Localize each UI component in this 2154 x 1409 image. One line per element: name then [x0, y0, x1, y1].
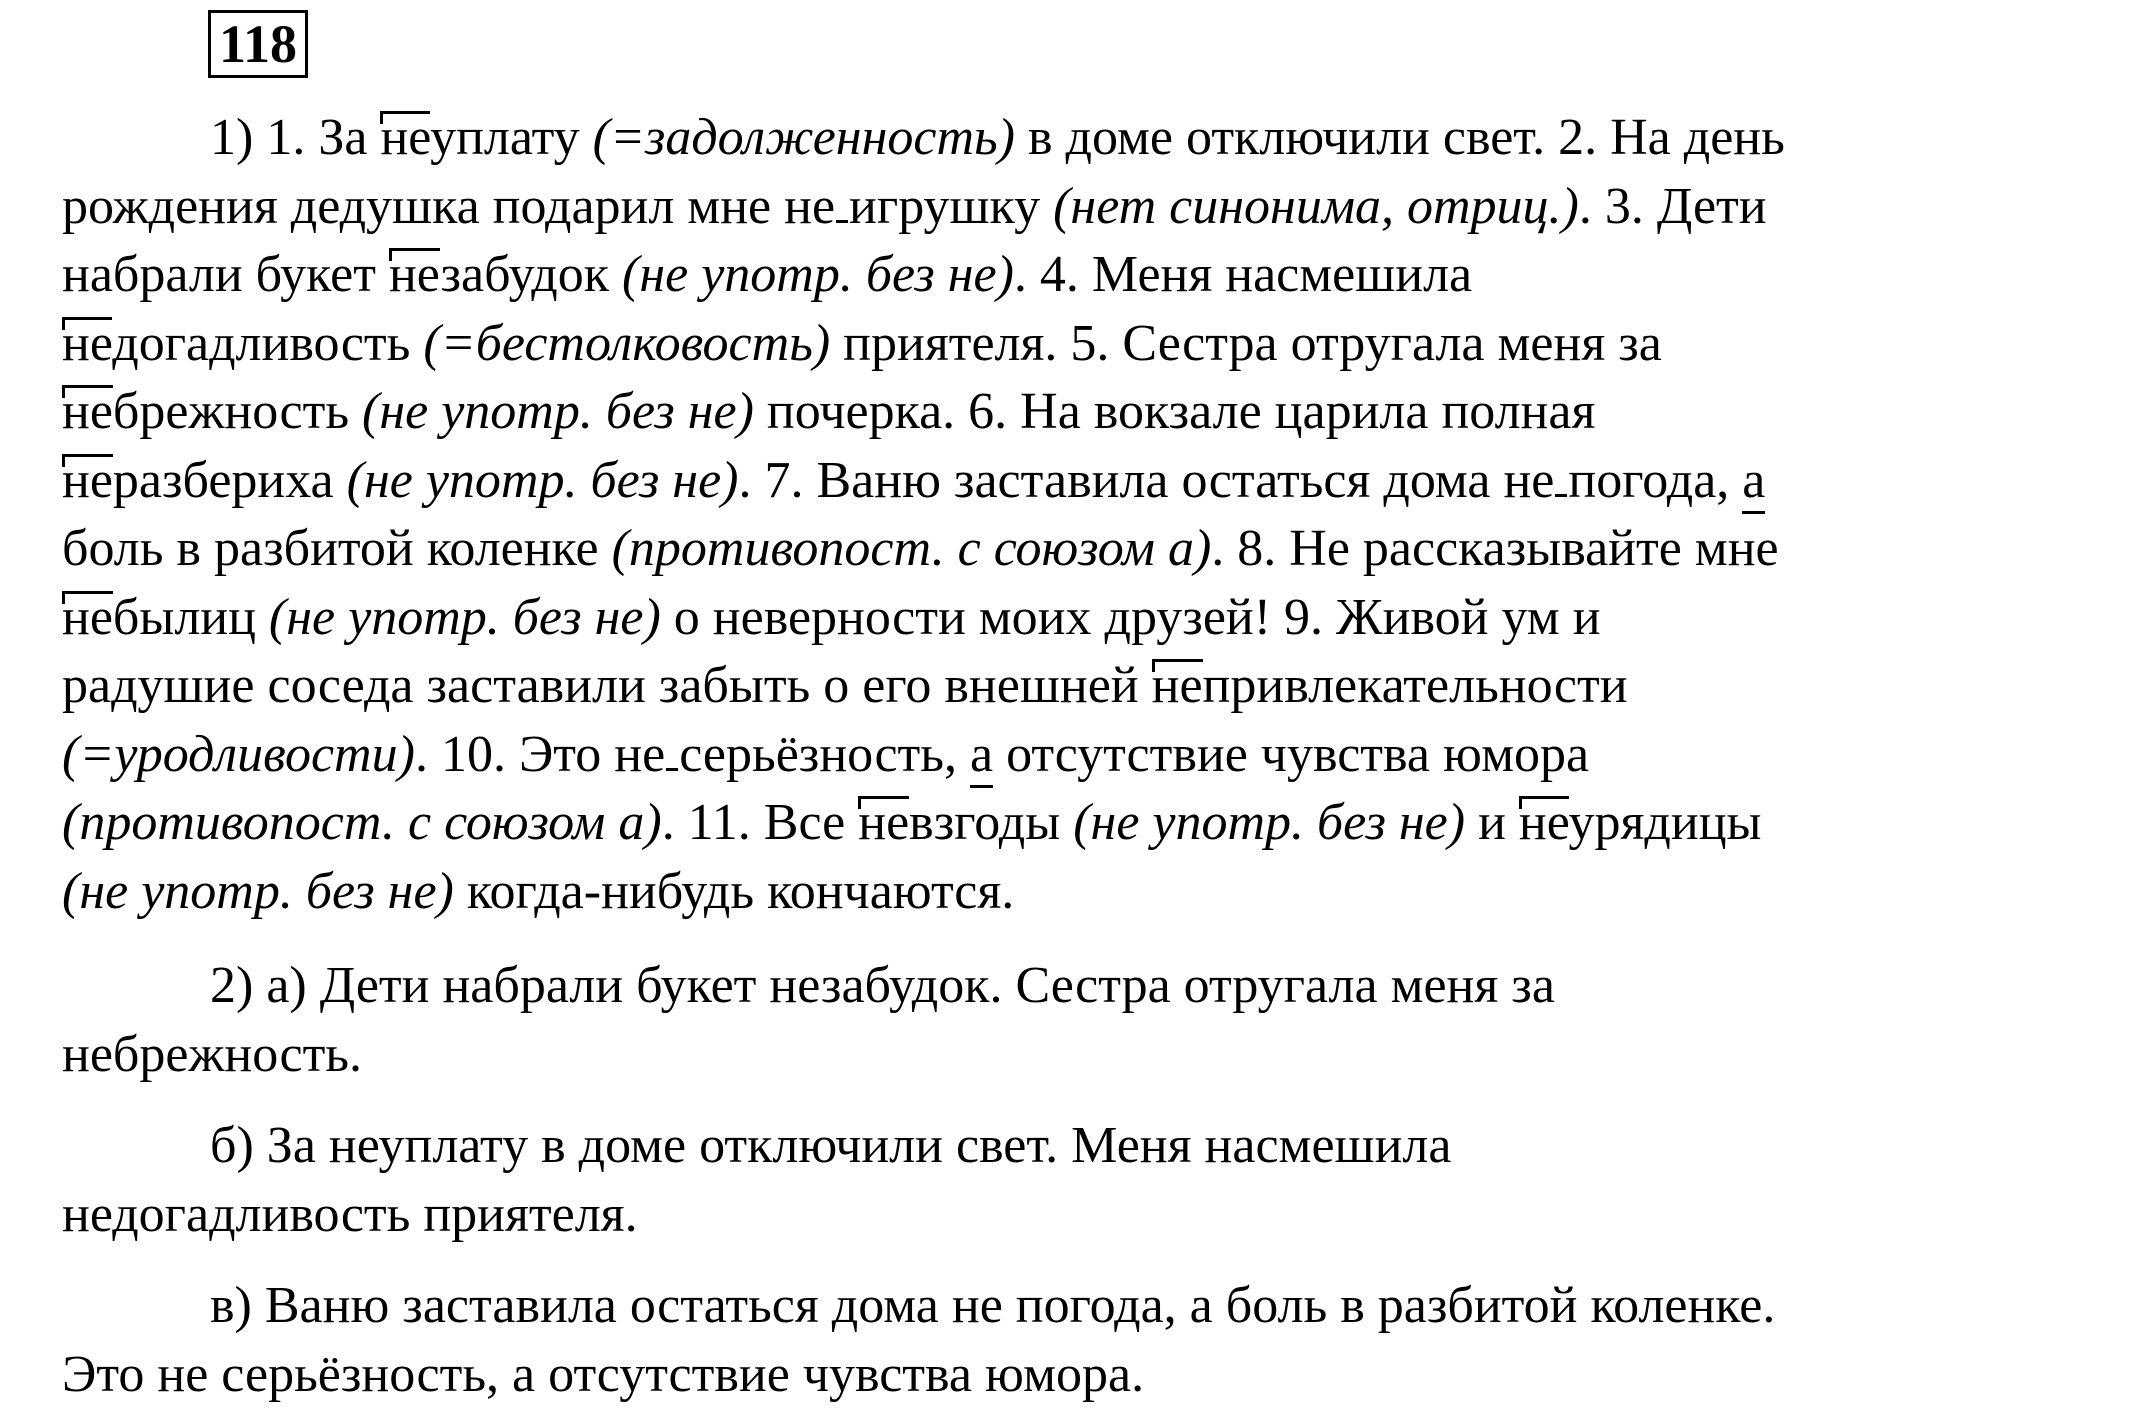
text-line: неразбериха (не употр. без не). 7. Ваню заставила остаться дома не погода, а	[62, 447, 2062, 516]
exercise-number: 118	[208, 10, 308, 78]
text-line: рождения дедушка подарил мне не игрушку (нет синонима, отриц.). 3. Дети	[62, 173, 2062, 242]
part-2a-text	[62, 952, 2062, 1089]
text-line: недогадливость приятеля.	[62, 1181, 2062, 1250]
text-line: Это не серьёзность, а отсутствие чувства юмора.	[62, 1341, 2062, 1409]
text-line: (противопост. с союзом а). 11. Все невзгоды (не употр. без не) и неурядицы	[62, 789, 2062, 858]
text-line: 2) а) Дети набрали букет незабудок. Сестра отругала меня за	[62, 952, 2062, 1021]
text-line: небылиц (не употр. без не) о неверности моих друзей! 9. Живой ум и	[62, 584, 2062, 653]
text-line: радушие соседа заставили забыть о его внешней непривлекательности	[62, 652, 2062, 721]
part-2b-text	[62, 1112, 2062, 1249]
part-1-text	[62, 104, 2062, 926]
text-line: (=уродливости). 10. Это не серьёзность, а отсутствие чувства юмора	[62, 721, 2062, 790]
text-line: в) Ваню заставила остаться дома не погода, а боль в разбитой коленке.	[62, 1272, 2062, 1341]
text-line: (не употр. без не) когда-нибудь кончаются.	[62, 858, 2062, 927]
part-2c-text	[62, 1272, 2062, 1409]
text-line: небрежность.	[62, 1021, 2062, 1090]
text-line: недогадливость (=бестолковость) приятеля. 5. Сестра отругала меня за	[62, 310, 2062, 379]
text-line: набрали букет незабудок (не употр. без не). 4. Меня насмешила	[62, 241, 2062, 310]
text-line: боль в разбитой коленке (противопост. с союзом а). 8. Не рассказывайте мне	[62, 515, 2062, 584]
text-line: 1) 1. За неуплату (=задолженность) в доме отключили свет. 2. На день	[62, 104, 2062, 173]
text-line: б) За неуплату в доме отключили свет. Меня насмешила	[62, 1112, 2062, 1181]
text-line: небрежность (не употр. без не) почерка. 6. На вокзале царила полная	[62, 378, 2062, 447]
